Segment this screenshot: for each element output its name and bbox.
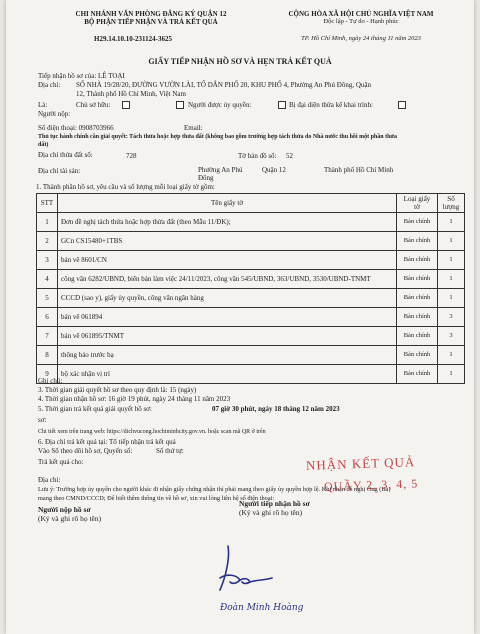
attention-note-2: mang theo CMND/CCCD; Để biết thêm thông tin về hồ sơ, xin vui lòng liên hệ số điện thoại: — [38, 495, 275, 502]
document-name: GCn CS15480+1TBS — [58, 232, 397, 251]
document-type: Bản chính — [397, 289, 438, 308]
document-type: Bản chính — [397, 270, 438, 289]
document-row — [37, 289, 465, 308]
result-stamp-line-1: NHẬN KẾT QUẢ — [305, 454, 416, 473]
header-stt: STT — [37, 194, 58, 213]
return-to: Trả kết quả cho: — [38, 458, 84, 466]
role-heir: Bị đại diện thừa kế khai trình: — [289, 101, 373, 109]
agency-name: CHI NHÁNH VĂN PHÒNG ĐĂNG KÝ QUẬN 12 — [75, 10, 227, 18]
document-stt: 2 — [37, 232, 58, 251]
document-quantity: 1 — [438, 270, 465, 289]
property-city: Thành phố Hồ Chí Minh — [324, 166, 394, 174]
document-stt: 1 — [37, 213, 58, 232]
parcel-number: 728 — [126, 152, 137, 160]
procedure-line-1: Thủ tục hành chính cần giải quyết: Tách thửa hoặc hợp thửa đất (không bao gồm trường hợp tách thửa do Nhà nước thu hồi một phần thửa — [38, 134, 398, 140]
receipt-code: H29.14.10.10-231124-3625 — [94, 35, 172, 43]
received-from: Tiếp nhận hồ sơ của: LÊ TOẠI — [38, 72, 125, 80]
receiver-handwritten-signature — [206, 538, 316, 608]
ledger-order: Số thứ tự: — [156, 447, 184, 455]
document-name: bộ xác nhận vị trí — [58, 365, 397, 384]
document-stt: 3 — [37, 251, 58, 270]
document-row — [37, 270, 465, 289]
nation-motto: Độc lập - Tự do - Hạnh phúc — [323, 18, 399, 25]
submitter-signature-title: Người nộp hồ sơ — [38, 505, 91, 514]
submitter-label: Người nộp: — [38, 110, 71, 118]
document-row — [37, 308, 465, 327]
document-row — [37, 232, 465, 251]
document-type: Bản chính — [397, 346, 438, 365]
role-owner: Chủ sở hữu: — [76, 101, 111, 109]
lookup-website: Chi tiết xem trên trang web: https://dichvucong.hochiminhcity.gov.vn. hoặc scan mã QR ở trên — [38, 429, 266, 435]
result-stamp-line-2: QUẦY 2, 3, 4, 5 — [323, 476, 419, 494]
heir-checkbox — [278, 101, 286, 109]
receiver-signature-title: Người tiếp nhận hồ sơ — [239, 499, 310, 508]
issue-date: TP. Hồ Chí Minh, ngày 24 tháng 11 năm 2023 — [301, 35, 421, 42]
document-name: thông báo trước bạ — [58, 346, 397, 365]
authorized-checkbox — [176, 101, 184, 109]
owner-checkbox — [122, 101, 130, 109]
map-sheet-label: Tờ bản đồ số: — [238, 152, 277, 160]
parcel-label: Địa chỉ thửa đất số: — [38, 151, 93, 159]
document-row — [37, 365, 465, 384]
document-stt: 6 — [37, 308, 58, 327]
document-type: Bản chính — [397, 213, 438, 232]
agency-department: BỘ PHẬN TIẾP NHẬN VÀ TRẢ KẾT QUẢ — [84, 18, 218, 26]
property-ward: Phường An Phú Đông — [198, 166, 243, 182]
phone-number: Số điện thoại: 0908703966 — [38, 124, 114, 132]
document-quantity: 1 — [438, 346, 465, 365]
attention-note-1: Lưu ý: Trường hợp ủy quyền cho người khác đi nhận giấy chứng nhận thì phải mang theo giấy ủy quyền hợp lệ. Khi nhận đề nghị Ông (Bà) — [38, 486, 391, 493]
document-row — [37, 251, 465, 270]
note-received-time: 4. Thời gian nhận hồ sơ: 16 giờ 19 phút, ngày 24 tháng 11 năm 2023 — [38, 395, 231, 403]
receiver-name: Đoàn Minh Hoàng — [220, 603, 304, 613]
document-name: bản vẽ 061895/TNMT — [58, 327, 397, 346]
address-line-2: 12, Thành phố Hồ Chí Minh, Việt Nam — [76, 90, 186, 98]
document-row — [37, 213, 465, 232]
document-quantity: 1 — [438, 232, 465, 251]
note-return-time: 07 giờ 30 phút, ngày 18 tháng 12 năm 2023 — [212, 405, 340, 413]
document-stt: 4 — [37, 270, 58, 289]
document-stt: 7 — [37, 327, 58, 346]
map-sheet-number: 52 — [286, 152, 293, 160]
document-row — [37, 346, 465, 365]
heir-box — [398, 101, 406, 109]
document-name: bản vẽ 061894 — [58, 308, 397, 327]
document-quantity: 1 — [438, 365, 465, 384]
role-authorized: Người được ủy quyền: — [188, 101, 252, 109]
document-type: Bản chính — [397, 365, 438, 384]
note-processing-time: 3. Thời gian giải quyết hồ sơ theo quy định là: 15 (ngày) — [38, 386, 197, 394]
nation-title: CỘNG HÒA XÃ HỘI CHỦ NGHĨA VIỆT NAM — [288, 10, 434, 18]
document-type: Bản chính — [397, 232, 438, 251]
document-type: Bản chính — [397, 251, 438, 270]
ledger-book: Vào Sổ theo dõi hồ sơ, Quyển số: — [38, 447, 133, 455]
note-return-time-cont: sơ: — [38, 416, 47, 424]
document-type: Bản chính — [397, 327, 438, 346]
address-label: Địa chỉ: — [38, 81, 61, 89]
note-return-time-label: 5. Thời gian trả kết quả giải quyết hồ sơ: — [38, 405, 152, 413]
document-quantity: 3 — [438, 308, 465, 327]
procedure-line-2: đất) — [38, 142, 49, 148]
document-quantity: 1 — [438, 289, 465, 308]
document-stt: 8 — [37, 346, 58, 365]
documents-table — [36, 193, 465, 384]
email-label: Email: — [184, 124, 203, 132]
header-document-name: Tên giấy tờ — [58, 194, 397, 213]
document-title: GIẤY TIẾP NHẬN HỒ SƠ VÀ HẸN TRẢ KẾT QUẢ — [148, 57, 332, 66]
document-stt: 9 — [37, 365, 58, 384]
receiver-signature-hint: (Ký và ghi rõ họ tên) — [239, 508, 303, 517]
receipt-document — [6, 0, 474, 634]
document-name: bản vẽ 8601/CN — [58, 251, 397, 270]
document-name: Đơn đề nghị tách thửa hoặc hợp thửa đất (theo Mẫu 11/ĐK); — [58, 213, 397, 232]
document-stt: 5 — [37, 289, 58, 308]
document-row — [37, 327, 465, 346]
documents-intro: 1. Thành phần hồ sơ, yêu cầu và số lượng mỗi loại giấy tờ gồm: — [36, 183, 215, 191]
role-label: Là: — [38, 101, 48, 109]
document-name: CCCD (sao y), giấy ủy quyền, công văn ngân hàng — [58, 289, 397, 308]
document-name: công văn 6282/UBND, biên bản làm việc 24/11/2023, công văn 545/UBND, 363/UBND, 3530/UBND-TNMT — [58, 270, 397, 289]
submitter-signature-hint: (Ký và ghi rõ họ tên) — [38, 514, 102, 523]
document-quantity: 1 — [438, 213, 465, 232]
notes-label: Ghi chú: — [38, 377, 63, 385]
document-quantity: 3 — [438, 327, 465, 346]
return-place: 6. Địa chỉ trả kết quả tại: Tổ tiếp nhận trả kết quả — [38, 438, 176, 446]
property-address-label: Địa chỉ tài sản: — [38, 167, 81, 175]
header-quantity: Số lượng — [438, 194, 465, 213]
document-type: Bản chính — [397, 308, 438, 327]
property-district: Quận 12 — [262, 166, 286, 174]
document-quantity: 1 — [438, 251, 465, 270]
return-address: Địa chỉ: — [38, 476, 61, 484]
header-document-type: Loại giấy tờ — [397, 194, 438, 213]
address-line-1: SỐ NHÀ 19/28/20, ĐƯỜNG VƯỜN LÀI, TỔ DÂN PHỐ 20, KHU PHỐ 4, Phường An Phú Đông, Quận — [76, 81, 371, 89]
